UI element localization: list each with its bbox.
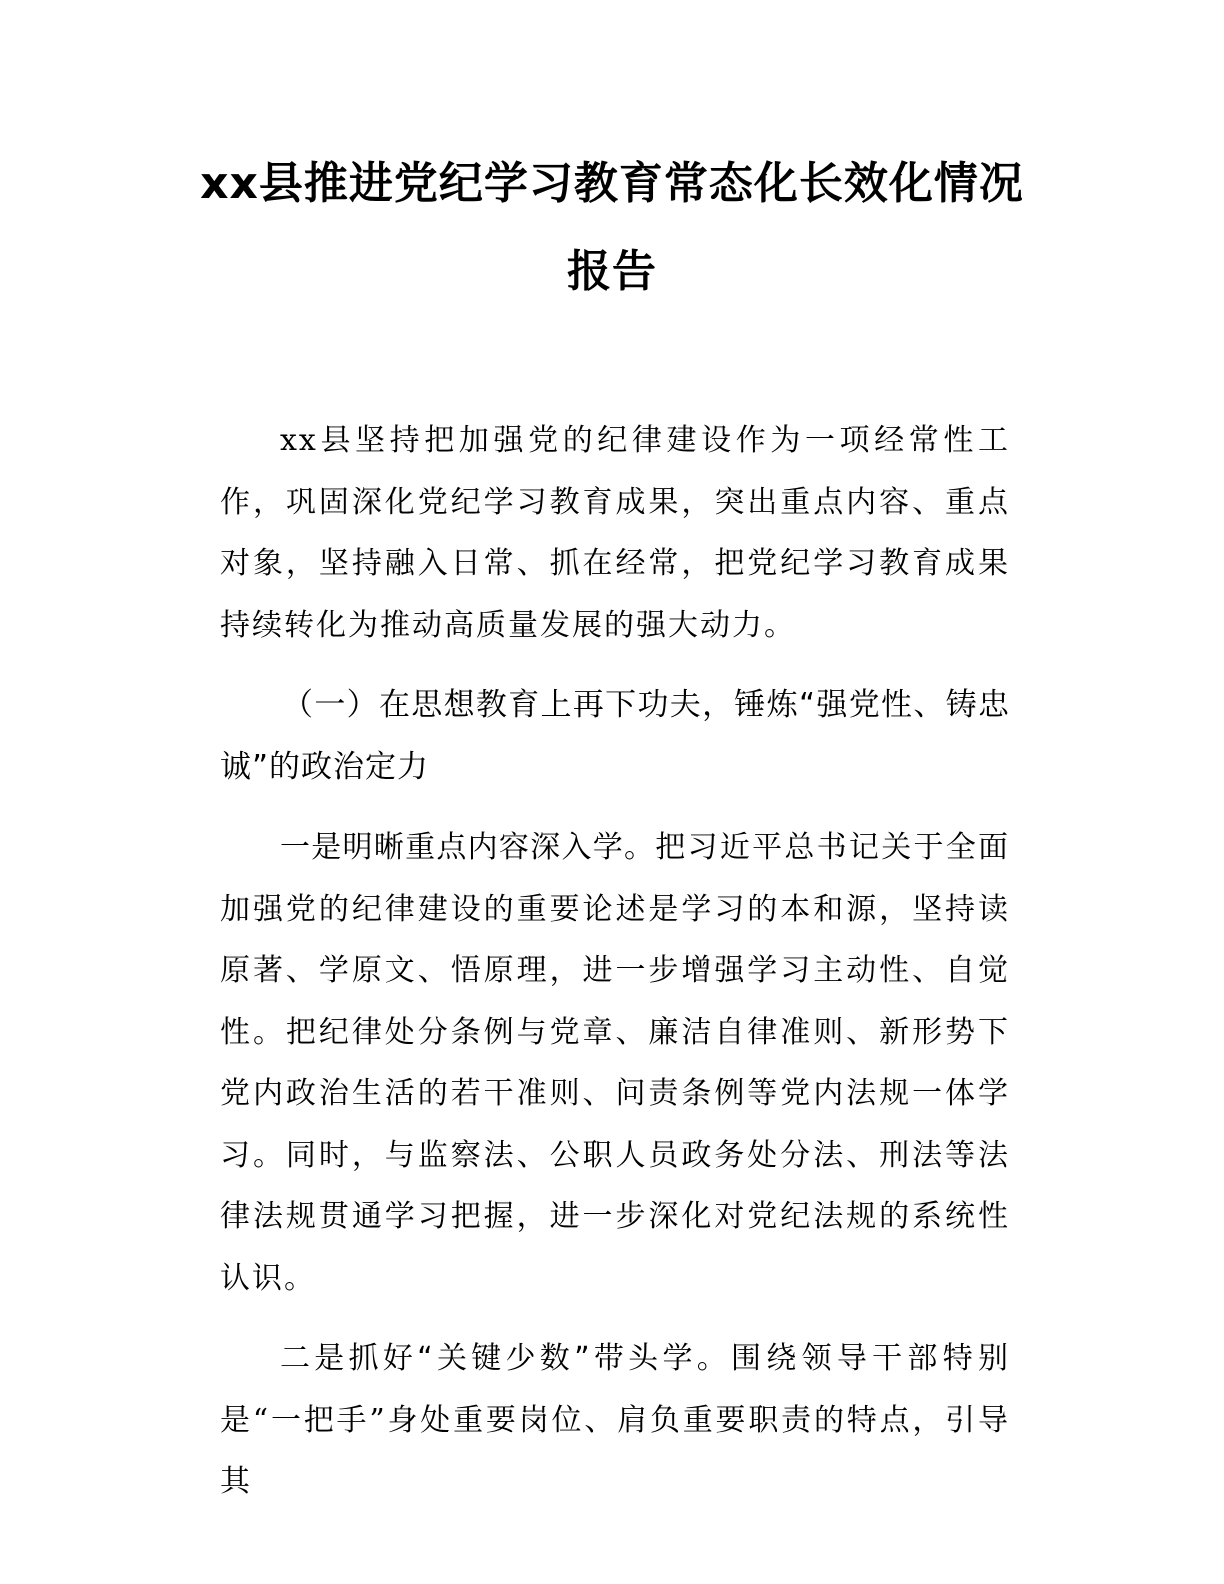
item-1-paragraph <box>220 817 1010 1309</box>
item-1-text: 把习近平总书记关于全面加强党的纪律建设的重要论述是学习的本和源，坚持读原著、学原文、悟原理，进一步增强学习主动性、自觉性。把纪律处分条例与党章、廉洁自律准则、新形势下党内政治生活的若干准则、问责条例等党内法规一体学习。同时，与监察法、公职人员政务处分法、刑法等法律法规贯通学习把握，进一步深化对党纪法规的系统性认识。 <box>220 830 1011 1296</box>
item-2-paragraph <box>220 1328 1010 1513</box>
document-body <box>220 410 1010 1532</box>
intro-paragraph: xx县坚持把加强党的纪律建设作为一项经常性工作，巩固深化党纪学习教育成果，突出重点内容、重点对象，坚持融入日常、抓在经常，把党纪学习教育成果持续转化为推动高质量发展的强大动力。 <box>220 423 1010 643</box>
document-title: xx县推进党纪学习教育常态化长效化情况报告 <box>200 158 1024 297</box>
item-2-lead: 二是抓好“关键少数”带头学。 <box>280 1341 732 1376</box>
item-2-text: 围绕领导干部特别是“一把手”身处重要岗位、肩负重要职责的特点，引导其 <box>220 1341 1010 1499</box>
item-1-lead: 一是明晰重点内容深入学。 <box>280 830 656 865</box>
section-heading: （一）在思想教育上再下功夫，锤炼“强党性、铸忠诚”的政治定力 <box>220 687 1010 785</box>
